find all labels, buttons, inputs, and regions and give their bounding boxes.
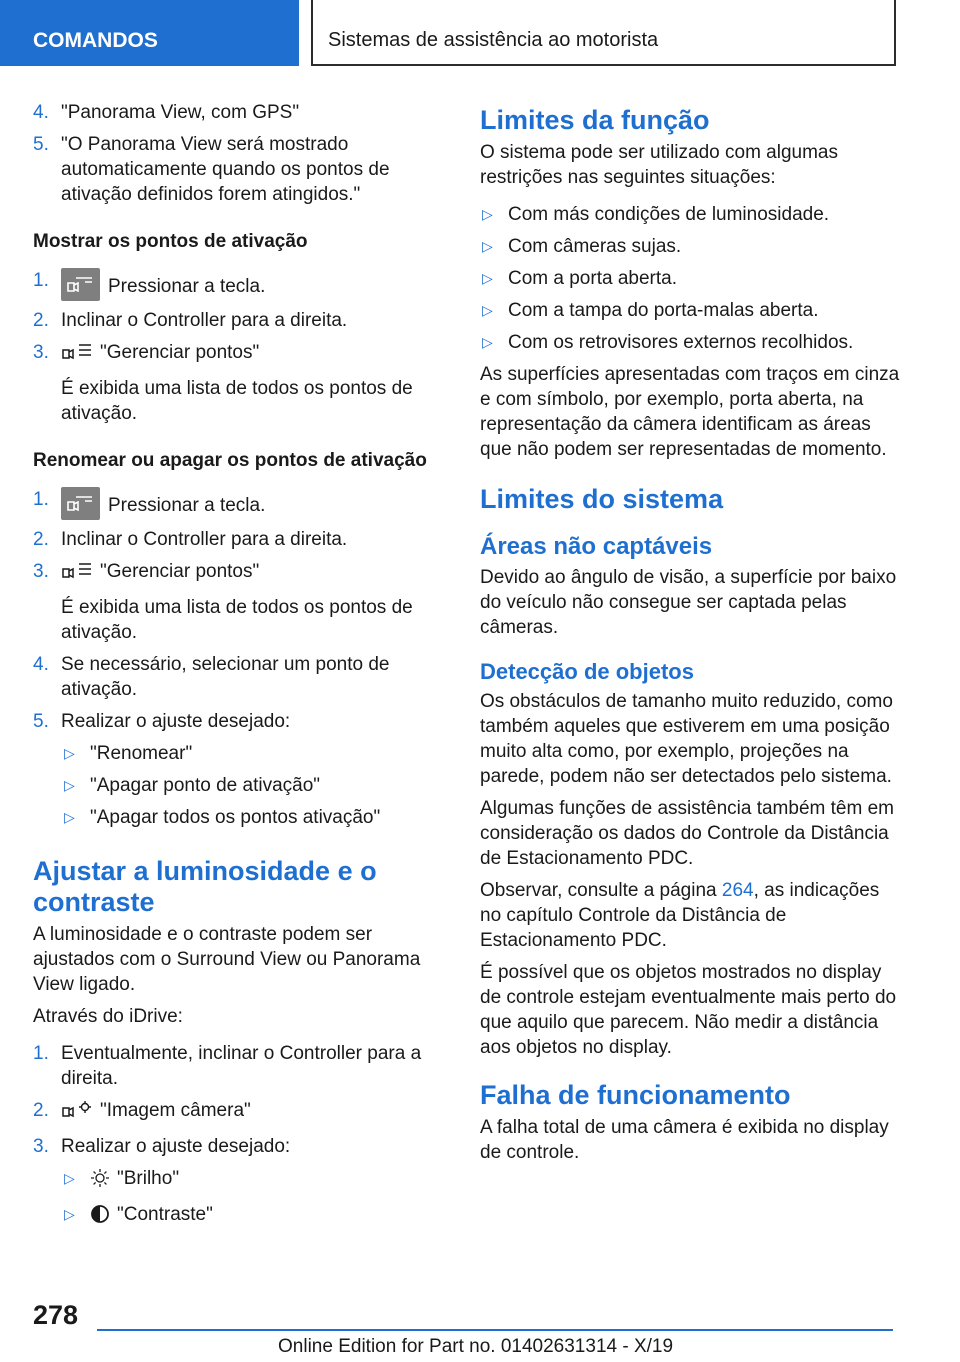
bullet-icon: ▷ <box>64 1170 75 1186</box>
show-points-heading: Mostrar os pontos de ativação <box>33 231 308 252</box>
option-item: ▷ "Apagar ponto de ativação" <box>64 775 321 796</box>
bullet-icon: ▷ <box>64 1206 75 1222</box>
list-item: 3. "Gerenciar pontos" <box>33 559 451 588</box>
bullet-icon: ▷ <box>482 238 493 254</box>
option-item: ▷ "Renomear" <box>64 743 193 764</box>
list-item: 2. "Imagem câmera" <box>33 1098 451 1127</box>
list-item: 1. Pressionar a tecla. <box>33 487 451 520</box>
option-item: ▷ "Contraste" <box>33 1202 451 1231</box>
limits-paragraph-2: As superfícies apresentadas com traços em cinza e com símbolo, por exemplo, porta aberta, na representação da câmera identificam as áreas que não podem ser representadas de momento. <box>480 364 900 460</box>
limits-paragraph: O sistema pode ser utilizado com algumas restrições nas seguintes situações: <box>480 142 838 188</box>
contrast-icon <box>90 1204 110 1231</box>
bullet-icon: ▷ <box>64 777 75 793</box>
limits-item: ▷ Com câmeras sujas. <box>482 236 682 257</box>
detect-paragraph-1: Os obstáculos de tamanho muito reduzido, como também aqueles que estiverem em uma posição muito alta como, por exemplo, projeções na parede, podem não ser detectados pelo sistema. <box>480 691 893 787</box>
bullet-icon: ▷ <box>64 745 75 761</box>
bullet-icon: ▷ <box>64 809 75 825</box>
show-note: É exibida uma lista de todos os pontos de ativação. <box>61 378 413 424</box>
page-number: 278 <box>33 1300 79 1330</box>
fail-paragraph: A falha total de uma câmera é exibida no display de controle. <box>480 1117 889 1163</box>
bullet-icon: ▷ <box>482 302 493 318</box>
bullet-icon: ▷ <box>482 270 493 286</box>
header-title: Sistemas de assistência ao motorista <box>328 29 659 51</box>
list-item: 2. Inclinar o Controller para a direita. <box>33 529 348 550</box>
list-item: 3. "Gerenciar pontos" <box>33 340 451 369</box>
list-item: 5. Realizar o ajuste desejado: <box>33 711 291 732</box>
limits-item: ▷ Com más condições de luminosidade. <box>482 204 830 225</box>
footer-edition: Online Edition for Part no. 01402631314 - X/19 <box>278 1336 674 1357</box>
section-label: COMANDOS <box>33 29 158 52</box>
right-column <box>480 100 900 1172</box>
list-item: 3. Realizar o ajuste desejado: <box>33 1136 291 1157</box>
camera-list-icon <box>61 561 93 588</box>
rename-heading: Renomear ou apagar os pontos de ativação <box>33 450 427 471</box>
detect-paragraph-4: É possível que os objetos mostrados no display de controle estejam eventualmente mais perto do que aquilo que parecem. Não medir a distância aos objetos no display. <box>480 962 897 1058</box>
list-item: 4. "Panorama View, com GPS" <box>33 102 300 123</box>
page-header <box>311 0 896 66</box>
camera-button-icon <box>61 487 100 520</box>
option-item: ▷ "Apagar todos os pontos ativação" <box>64 807 381 828</box>
section-tab <box>0 0 299 66</box>
system-heading: Limites do sistema <box>480 484 724 514</box>
camera-gear-icon <box>61 1100 93 1127</box>
sun-icon <box>90 1168 110 1195</box>
camera-list-icon <box>61 342 93 369</box>
detect-paragraph-3: Observar, consulte a página 264, as indicações no capítulo Controle da Distância de Estacionamento PDC. <box>480 880 880 951</box>
footer-divider <box>97 1329 893 1331</box>
bullet-icon: ▷ <box>482 206 493 222</box>
adjust-heading: Ajustar a luminosidade e o contraste <box>33 856 377 917</box>
list-item: 5. "O Panorama View será mostrado automaticamente quando os pontos de ativação definidos forem atingidos." <box>33 134 390 205</box>
detect-heading: Detecção de objetos <box>480 659 694 684</box>
limits-heading: Limites da função <box>480 105 710 135</box>
camera-button-icon <box>61 268 100 301</box>
option-item: ▷ "Brilho" <box>33 1166 451 1195</box>
limits-item: ▷ Com a tampa do porta-malas aberta. <box>482 300 819 321</box>
adjust-paragraph: A luminosidade e o contraste podem ser ajustados com o Surround View ou Panorama View ligado. <box>33 924 421 995</box>
rename-note: É exibida uma lista de todos os pontos de ativação. <box>61 597 413 643</box>
list-item: 1. Pressionar a tecla. <box>33 268 451 301</box>
fail-heading: Falha de funcionamento <box>480 1080 791 1110</box>
page-reference-link[interactable]: 264 <box>721 880 754 901</box>
idrive-label: Através do iDrive: <box>33 1006 183 1027</box>
detect-paragraph-2: Algumas funções de assistência também têm em consideração os dados do Controle da Distância de Estacionamento PDC. <box>480 798 894 869</box>
limits-item: ▷ Com a porta aberta. <box>482 268 677 289</box>
areas-heading: Áreas não captáveis <box>480 533 713 560</box>
list-item: 1. Eventualmente, inclinar o Controller para a direita. <box>33 1043 422 1089</box>
left-column <box>33 100 451 1238</box>
bullet-icon: ▷ <box>482 334 493 350</box>
limits-item: ▷ Com os retrovisores externos recolhidos. <box>482 332 854 353</box>
list-item: 2. Inclinar o Controller para a direita. <box>33 310 348 331</box>
areas-paragraph: Devido ao ângulo de visão, a superfície por baixo do veículo não consegue ser captada pelas câmeras. <box>480 567 897 638</box>
list-item: 4. Se necessário, selecionar um ponto de ativação. <box>33 654 390 700</box>
